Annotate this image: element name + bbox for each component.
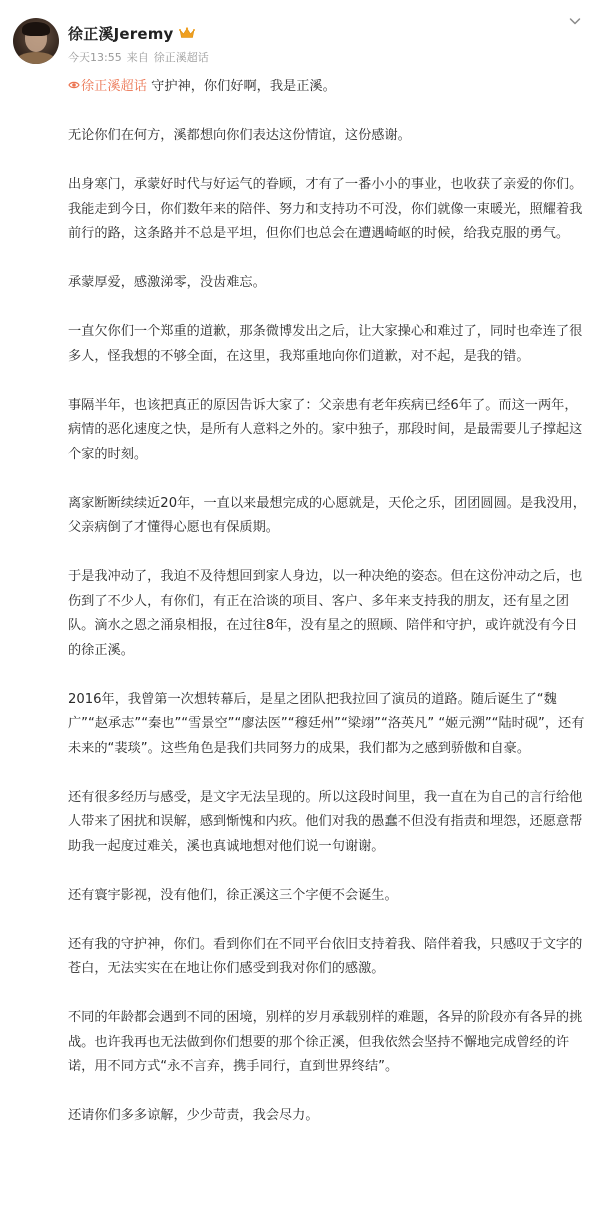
- paragraph: 事隔半年，也该把真正的原因告诉大家了：父亲患有老年疾病已经6年了。而这一两年，病情的恶化速度之快，是所有人意料之外的。家中独子，那段时间，是最需要儿子撑起这个家的时刻。: [68, 397, 583, 462]
- paragraph: 还有很多经历与感受，是文字无法呈现的。所以这段时间里，我一直在为自己的言行给他人带来了困扰和误解，感到惭愧和内疚。他们对我的愚蠢不但没有指责和埋怨，还愿意帮助我一起度过难关，溪也真诚地想对他们说一句谢谢。: [68, 789, 583, 854]
- paragraph: 承蒙厚爱，感激涕零，没齿难忘。: [68, 275, 266, 290]
- post-body: [68, 75, 588, 1129]
- chevron-down-icon[interactable]: [568, 14, 582, 28]
- source-prefix: 来自: [126, 51, 149, 64]
- post-first-line: [68, 75, 588, 100]
- avatar-shoulder: [15, 52, 57, 64]
- paragraph: 还有我的守护神，你们。看到你们在不同平台依旧支持着我、陪伴着我，只感叹于文字的苍白，无法实实在在地让你们感受到我对你们的感激。: [68, 936, 583, 976]
- username-row: [68, 23, 195, 43]
- paragraph: 无论你们在何方，溪都想向你们表达这份情谊，这份感谢。: [68, 128, 411, 143]
- paragraph: 还请你们多多谅解，少少苛责，我会尽力。: [68, 1108, 319, 1123]
- paragraph: 离家断断续续近20年，一直以来最想完成的心愿就是，天伦之乐，团团圆圆。是我没用，父亲病倒了才懂得心愿也有保质期。: [68, 495, 586, 535]
- paragraph: 出身寒门，承蒙好时代与好运气的眷顾，才有了一番小小的事业，也收获了亲爱的你们。我能走到今日，你们数年来的陪伴、努力和支持功不可没，你们就像一束暖光，照耀着我前行的路，这条路并不总是平坦，但你们也总会在遭遇崎岖的时候，给我克服的勇气。: [68, 177, 583, 241]
- supertopic-label: 徐正溪超话: [81, 79, 147, 94]
- post-time: 今天13:55: [68, 51, 122, 64]
- paragraph: 一直欠你们一个郑重的道歉，那条微博发出之后，让大家操心和难过了，同时也牵连了很多人，怪我想的不够全面，在这里，我郑重地向你们道歉，对不起，是我的错。: [68, 324, 583, 364]
- paragraph: 不同的年龄都会遇到不同的困境，别样的岁月承载别样的难题，各异的阶段亦有各异的挑战。也许我再也无法做到你们想要的那个徐正溪，但我依然会坚持不懈地完成曾经的许诺，用不同方式“永不言弃，携手同行，直到世界终结”。: [68, 1010, 583, 1074]
- supertopic-icon: [68, 79, 80, 91]
- vip-crown-icon[interactable]: [179, 27, 195, 39]
- greeting-text: 守护神，你们好啊，我是正溪。: [151, 79, 336, 94]
- avatar[interactable]: [13, 18, 59, 64]
- paragraph: 于是我冲动了，我迫不及待想回到家人身边，以一种决绝的姿态。但在这份冲动之后，也伤到了不少人，有你们，有正在洽谈的项目、客户、多年来支持我的朋友，还有星之团队。滴水之恩之涌泉相报，在过往8年，没有星之的照顾、陪伴和守护，或许就没有今日的徐正溪。: [68, 569, 583, 658]
- supertopic-link[interactable]: [68, 79, 147, 94]
- post-header: [0, 0, 600, 72]
- username[interactable]: 徐正溪Jeremy: [68, 24, 174, 43]
- post-source[interactable]: 徐正溪超话: [153, 51, 209, 64]
- paragraph: 2016年，我曾第一次想转幕后，是星之团队把我拉回了演员的道路。随后诞生了“魏广”“赵承志”“秦也”“雪景空”“廖法医”“穆廷州”“梁翊”“洛英凡” “姬元溯”“陆时砚”，还有未来的“裴琰”。这些角色是我们共同努力的成果，我们都为之感到骄傲和自豪。: [68, 691, 585, 756]
- avatar-hair: [22, 22, 50, 36]
- paragraph: 还有寰宇影视，没有他们，徐正溪这三个字便不会诞生。: [68, 887, 398, 903]
- post-meta: [68, 49, 209, 65]
